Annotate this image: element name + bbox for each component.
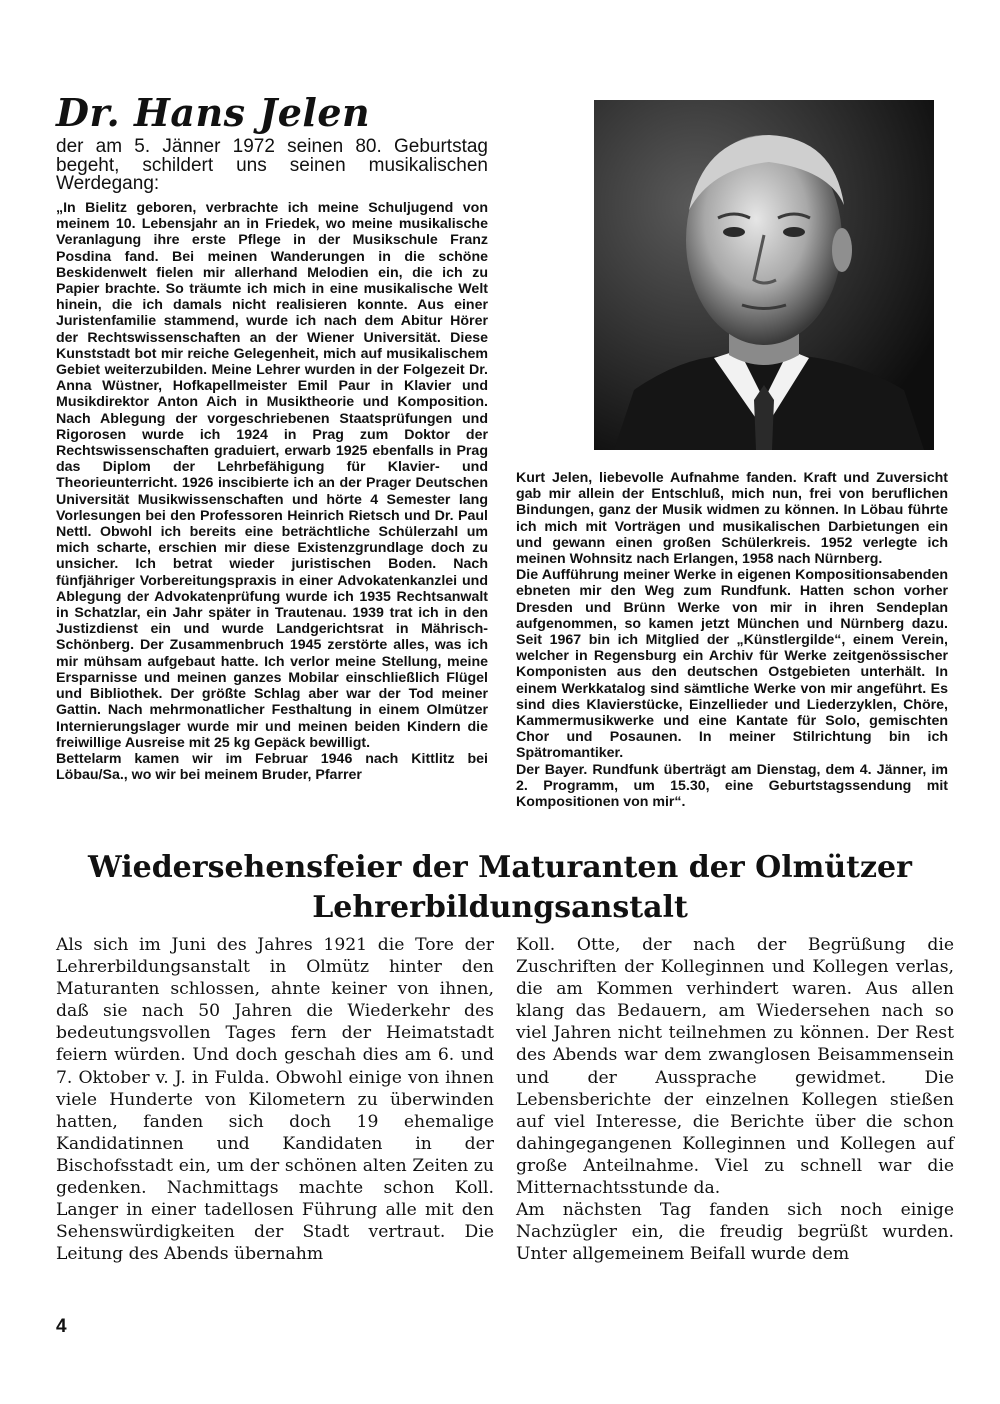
- column-2-paragraph-3: Der Bayer. Rundfunk überträgt am Dienstag, dem 4. Jänner, im 2. Programm, um 15.30, eine Geburtstagssendung mit Kompositionen von mir“.: [516, 761, 948, 811]
- headline-line-2: Lehrerbildungsanstalt: [312, 890, 688, 925]
- article-column-2: [516, 470, 948, 810]
- article-column-1: [56, 200, 488, 783]
- column-2-paragraph-1: Kurt Jelen, liebevolle Aufnahme fanden. Kraft und Zuversicht gab mir allein der Entschluß, mich nun, frei von beruflichen Bindungen, ganz der Musik widmen zu können. In Löbau führte ich mich mit Vorträgen und musikalischen Darbietungen ein und gewann einen großen Schülerkreis. 1952 verlegte ich meinen Wohnsitz nach Erlangen, 1958 nach Nürnberg.: [516, 470, 948, 568]
- article-title: Dr. Hans Jelen: [56, 90, 371, 135]
- article-2-column-2: [516, 934, 954, 1265]
- headline-line-1: Wiedersehensfeier der Maturanten der Olmützer: [88, 850, 912, 885]
- portrait-image: [594, 100, 934, 450]
- column-2-paragraph-2: Die Aufführung meiner Werke in eigenen Kompositionsabenden ebneten mir den Weg zum Rundfunk. Hatten schon vorher Dresden und Brünn Werke von mir in ihren Sendeplan aufgenommen, so kamen jetzt München und Nürnberg dazu. Seit 1967 bin ich Mitglied der „Künstlergilde“, einem Verein, welcher in Regensburg ein Archiv für Werke zeitgenössischer Komponisten aus den deutschen Ostgebieten unterhält. In einem Werkkatalog sind sämtliche Werke von mir angeführt. Es sind dies Klavierstücke, Einzellieder und Liederzyklen, Chöre, Kammermusikwerke und eine Kantate für Solo, gemischten Chor und Posaunen. In meiner Stilrichtung bin ich Spätromantiker.: [516, 567, 948, 762]
- article-2-headline: [80, 848, 920, 928]
- article-intro: der am 5. Jänner 1972 seinen 80. Geburtstag begeht, schildert uns seinen musikalischen Werdegang:: [56, 136, 488, 194]
- column-4-paragraph-2: Am nächsten Tag fanden sich noch einige Nachzügler ein, die freudig begrüßt wurden. Unter allgemeinem Beifall wurde dem: [516, 1200, 954, 1265]
- column-4-paragraph-1: Koll. Otte, der nach der Begrüßung die Zuschriften der Kolleginnen und Kollegen verlas, die am Kommen verhindert waren. Aus allen klang das Bedauern, am Wiedersehen nach so viel Jahren nicht teilnehmen zu können. Der Rest des Abends war dem zwanglosen Beisammensein und der Aussprache gewidmet. Die Lebensberichte der einzelnen Kollegen stießen auf viel Interesse, die Berichte über die schon dahingegangenen Kolleginnen und Kollegen auf große Anteilnahme. Viel zu schnell war die Mitternachtsstunde da.: [516, 935, 954, 1199]
- page-number: 4: [56, 1316, 67, 1337]
- portrait-photo: [594, 100, 934, 450]
- column-1-paragraph-tail: Bettelarm kamen wir im Februar 1946 nach Kittlitz bei Löbau/Sa., wo wir bei meinem Bruder, Pfarrer: [56, 750, 488, 784]
- article-2-column-1: Als sich im Juni des Jahres 1921 die Tore der Lehrerbildungsanstalt in Olmütz hinter den Maturanten schlossen, ahnte keiner von ihnen, daß sie nach 50 Jahren die Wiederkehr des bedeutungsvollen Tages fern der Heimatstadt feiern würden. Und doch geschah dies am 6. und 7. Oktober v. J. in Fulda. Obwohl einige von ihnen viele Hunderte von Kilometern zu überwinden hatten, fanden sich doch 19 ehemalige Kandidatinnen und Kandidaten in der Bischofsstadt ein, um der schönen alten Zeiten zu gedenken. Nachmittags machte schon Koll. Langer in einer tadellosen Führung alle mit den Sehenswürdigkeiten der Stadt vertraut. Die Leitung des Abends übernahm: [56, 935, 494, 1265]
- column-1-paragraph: „In Bielitz geboren, verbrachte ich meine Schuljugend von meinem 10. Lebensjahr an in Friedek, wo meine musikalische Veranlagung ihre erste Pflege in der Musikschule Franz Posdina fand. Bei meinen Wanderungen in die schöne Beskidenwelt fielen mir allerhand Melodien ein, die ich zu Papier brachte. So träumte ich mich in eine musikalische Welt hinein, die ich damals nicht realisieren konnte. Aus einer Juristenfamilie stammend, wurde ich nach dem Abitur Hörer der Rechtswissenschaften an der Wiener Universität. Diese Kunststadt bot mir reiche Gelegenheit, mich auf musikalischem Gebiet weiterzubilden. Meine Lehrer wurden in der Folgezeit Dr. Anna Wüstner, Hofkapellmeister Emil Paur in Klavier und Musikdirektor Anton Aich in Musiktheorie und Komposition. Nach Ablegung der vorgeschriebenen Staatsprüfungen und Rigorosen wurde ich 1924 in Prag zum Doktor der Rechtswissenschaften graduiert, erwarb 1925 ebenfalls in Prag das Diplom der Lehrbefähigung für Klavier- und Theorieunterricht. 1926 inscibierte ich an der Prager Deutschen Universität Musikwissenschaften und hörte 4 Semester lang Vorlesungen bei den Professoren Heinrich Rietsch und Dr. Paul Nettl. Obwohl ich bereits eine beträchtliche Schülerzahl um mich scharte, erschien mir diese Existenzgrundlage doch zu unsicher. Ich betrat wieder juristischen Boden. Nach fünfjähriger Vorbereitungspraxis in einer Advokatenkanzlei und Ablegung der Advokatenprüfung wurde ich 1935 Rechtsanwalt in Schatzlar, ein Jahr später in Trautenau. 1939 trat ich in den Justizdienst ein und wurde Landgerichtsrat in Mährisch-Schönberg. Der Zusammenbruch 1945 zerstörte alles, was ich mir mühsam aufgebaut hatte. Ich verlor meine Stellung, meine Ersparnisse und meinen ganzes Mobilar einschließlich Flügel und Bibliothek. Der größte Schlag aber war der Tod meiner Gattin. Nach mehrmonatlicher Festhaltung in einem Olmützer Internierungslager wurde mir und meinen beiden Kindern die freiwillige Ausreise mit 25 kg Gepäck bewilligt.: [56, 200, 488, 751]
